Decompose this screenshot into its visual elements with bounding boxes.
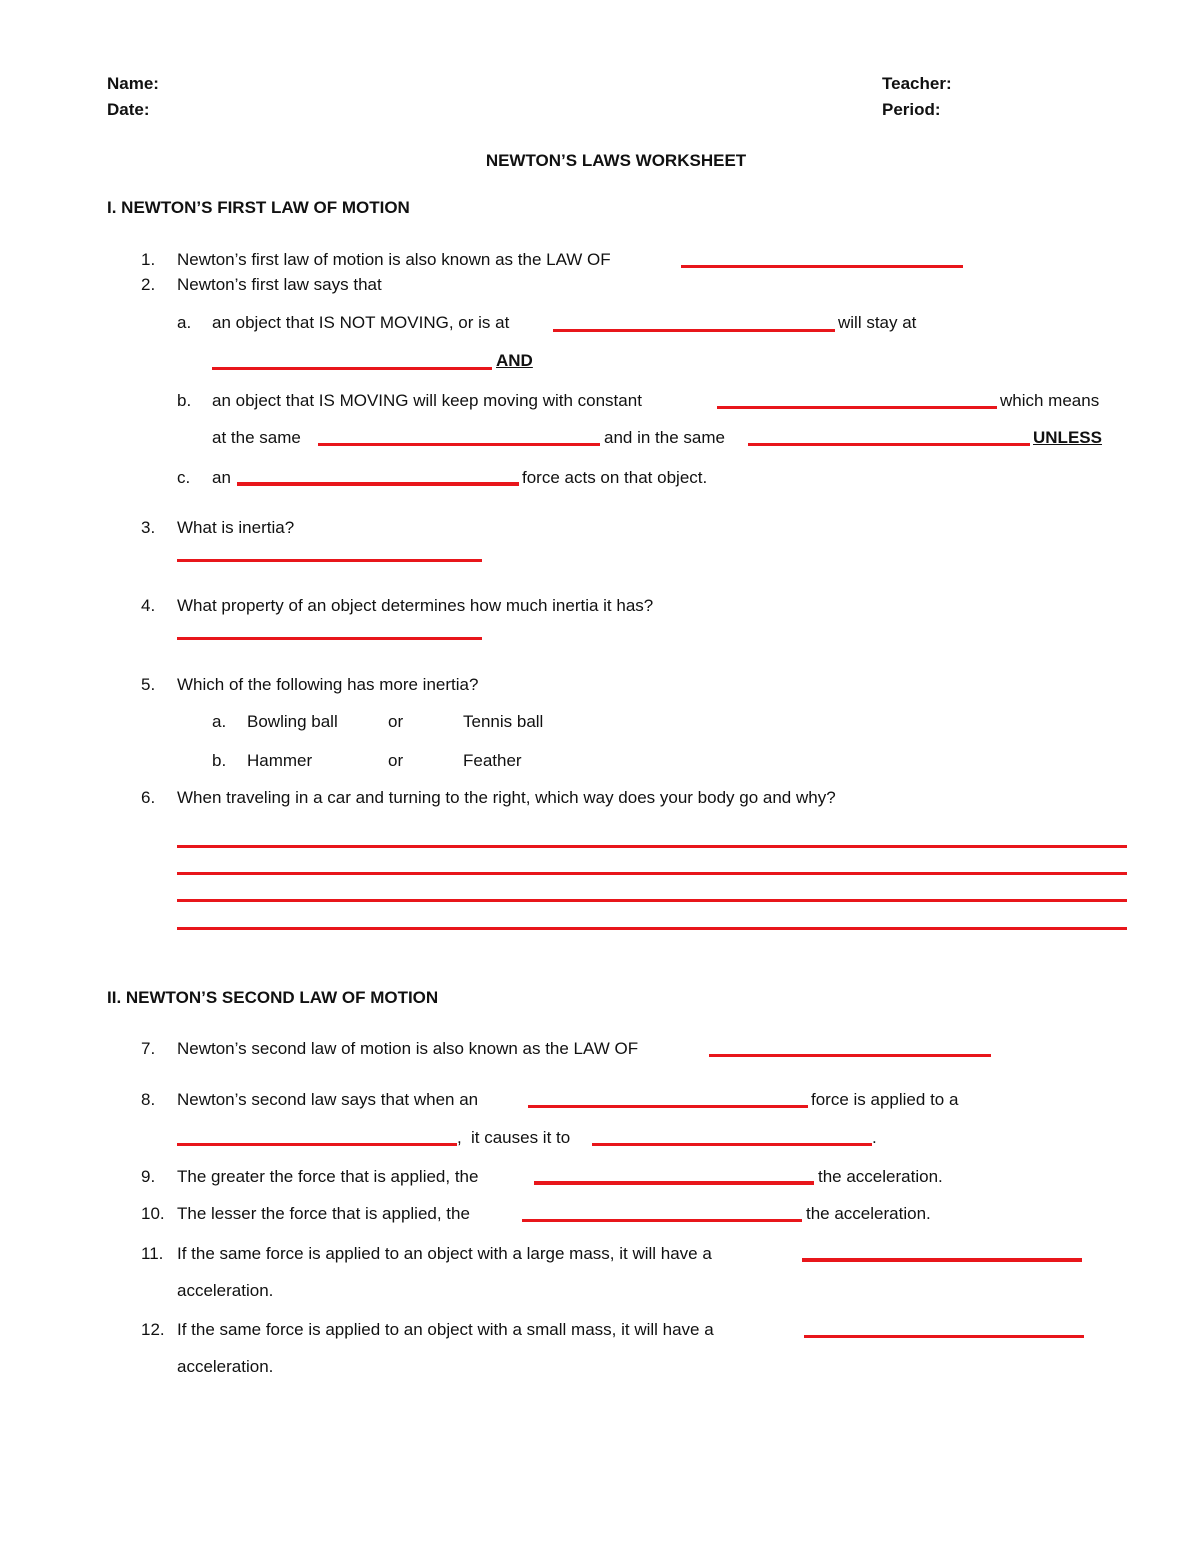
date-label: Date: [107,100,150,119]
option-feather[interactable]: Feather [463,751,522,770]
period-label: Period: [882,100,941,119]
answer-line[interactable] [177,927,1127,930]
question-number: 2. [141,275,156,294]
or-text: or [388,751,404,770]
question-number: 11. [141,1244,164,1263]
question-2c-text-2: force acts on that object. [522,468,708,487]
question-11-text-2: acceleration. [177,1281,274,1300]
question-10-text: The lesser the force that is applied, the [177,1204,470,1223]
question-6-text: When traveling in a car and turning to the right, which way does your body go and why? [177,788,836,807]
answer-blank[interactable] [212,367,492,370]
section-2-heading: II. NEWTON’S SECOND LAW OF MOTION [107,988,439,1007]
question-10-text-2: the acceleration. [806,1204,931,1223]
answer-blank[interactable] [237,482,519,485]
question-1-text: Newton’s first law of motion is also known as the LAW OF [177,250,611,269]
sub-letter: b. [177,391,192,410]
answer-blank[interactable] [177,1143,457,1146]
section-1-heading: I. NEWTON’S FIRST LAW OF MOTION [107,198,410,217]
answer-line[interactable] [177,899,1127,902]
answer-line[interactable] [177,845,1127,848]
answer-blank[interactable] [802,1258,1082,1261]
sub-letter: b. [212,751,227,770]
answer-blank[interactable] [522,1219,802,1222]
question-number: 3. [141,518,156,537]
question-number: 9. [141,1167,156,1186]
answer-blank[interactable] [177,637,482,640]
question-7-text: Newton’s second law of motion is also known as the LAW OF [177,1039,639,1058]
answer-blank[interactable] [804,1335,1084,1338]
question-number: 10. [141,1204,165,1223]
question-2a-text: an object that IS NOT MOVING, or is at [212,313,510,332]
sub-letter: c. [177,468,191,487]
question-2-text: Newton’s first law says that [177,275,382,294]
answer-blank[interactable] [717,406,997,409]
question-4-text: What property of an object determines how much inertia it has? [177,596,654,615]
question-5-text: Which of the following has more inertia? [177,675,479,694]
answer-blank[interactable] [318,443,600,446]
question-2b-text-2: which means [1000,391,1100,410]
question-number: 12. [141,1320,165,1339]
answer-blank[interactable] [528,1105,808,1108]
comma: , [457,1128,462,1147]
option-bowling-ball[interactable]: Bowling ball [247,712,338,731]
sub-letter: a. [212,712,227,731]
answer-blank[interactable] [681,265,963,268]
question-number: 8. [141,1090,156,1109]
answer-blank[interactable] [534,1181,814,1184]
question-8-text-4: it causes it to [471,1128,571,1147]
question-2b-text-4: and in the same [604,428,725,447]
worksheet-title: NEWTON’S LAWS WORKSHEET [485,151,747,170]
question-2b-text: an object that IS MOVING will keep moving with constant [212,391,642,410]
question-number: 1. [141,250,156,269]
answer-blank[interactable] [709,1054,991,1057]
question-number: 6. [141,788,156,807]
unless-keyword: UNLESS [1033,428,1102,447]
name-label: Name: [107,74,159,93]
question-number: 4. [141,596,156,615]
option-tennis-ball[interactable]: Tennis ball [463,712,544,731]
question-2a-text-2: will stay at [838,313,917,332]
question-8-text: Newton’s second law says that when an [177,1090,479,1109]
question-9-text-2: the acceleration. [818,1167,943,1186]
answer-blank[interactable] [748,443,1030,446]
question-12-text: If the same force is applied to an object with a small mass, it will have a [177,1320,714,1339]
question-3-text: What is inertia? [177,518,295,537]
answer-blank[interactable] [177,559,482,562]
option-hammer[interactable]: Hammer [247,751,313,770]
question-number: 5. [141,675,156,694]
question-9-text: The greater the force that is applied, the [177,1167,479,1186]
answer-blank[interactable] [592,1143,872,1146]
question-8-text-2: force is applied to a [811,1090,959,1109]
period-mark: . [872,1128,877,1147]
question-12-text-2: acceleration. [177,1357,274,1376]
question-2c-text: an [212,468,231,487]
and-keyword: AND [496,351,533,370]
answer-blank[interactable] [553,329,835,332]
or-text: or [388,712,404,731]
question-number: 7. [141,1039,156,1058]
answer-line[interactable] [177,872,1127,875]
question-11-text: If the same force is applied to an object with a large mass, it will have a [177,1244,712,1263]
sub-letter: a. [177,313,192,332]
question-2b-text-3: at the same [212,428,301,447]
teacher-label: Teacher: [882,74,952,93]
